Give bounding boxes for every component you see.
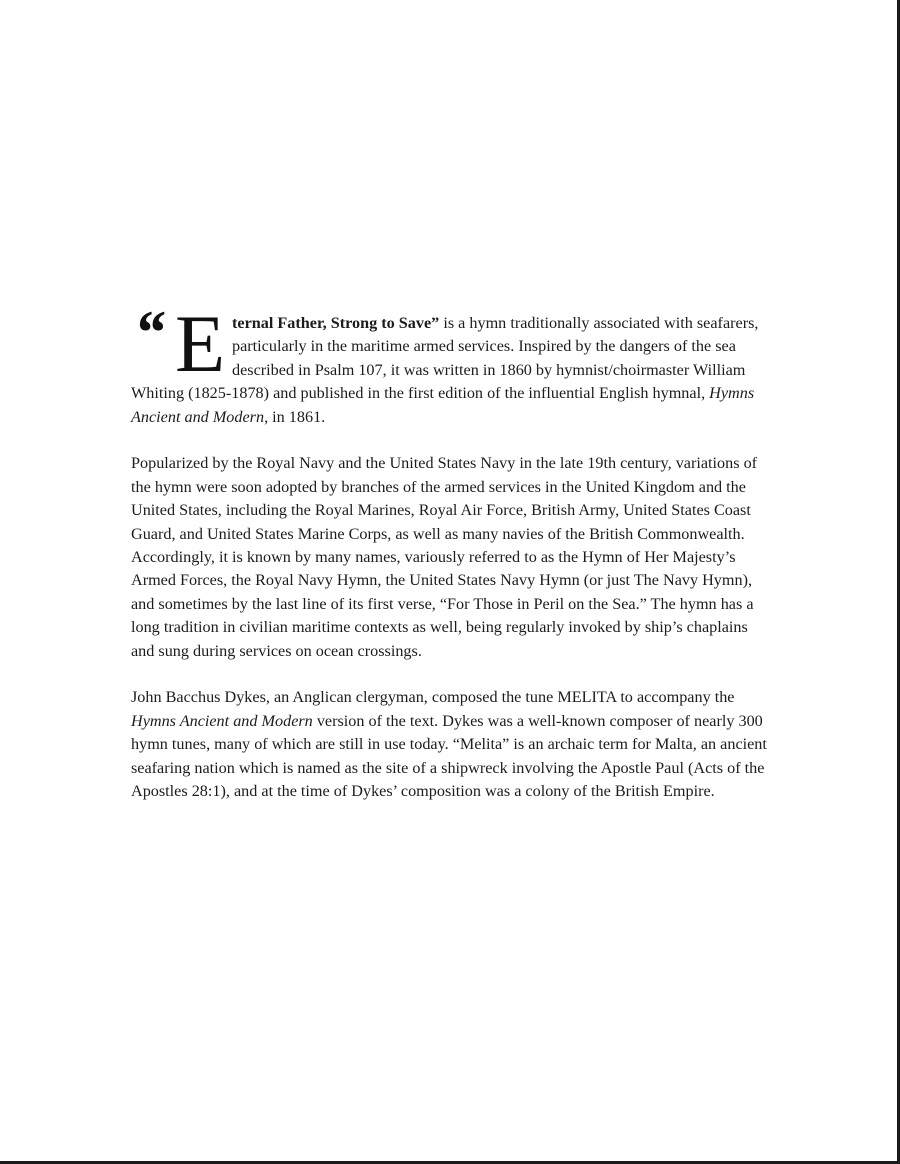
hymn-title-bold: ternal Father, Strong to Save” (232, 314, 440, 332)
drop-cap-block (131, 298, 226, 389)
paragraph-intro-text-a: is a hymn traditionally associated with seafarers, particularly in the maritime armed services. Inspired by the dangers of the sea described in Psalm 107, it was written in 1860 by hymnist/choirmaster William Whiting (1825-1878) and published in the first edition of the influential English hymnal, (131, 314, 759, 403)
open-quote-mark: “ (134, 299, 165, 367)
paragraph-tune (131, 686, 771, 803)
paragraph-intro (131, 298, 771, 429)
paragraph-history: Popularized by the Royal Navy and the United States Navy in the late 19th century, variations of the hymn were soon adopted by branches of the armed services in the United Kingdom and the United States, including the Royal Marines, Royal Air Force, British Army, United States Coast Guard, and United States Marine Corps, as well as many navies of the British Commonwealth. Accordingly, it is known by many names, variously referred to as the Hymn of Her Majesty’s Armed Forces, the Royal Navy Hymn, the United States Navy Hymn (or just The Navy Hymn), and sometimes by the last line of its first verse, “For Those in Peril on the Sea.” The hymn has a long tradition in civilian maritime contexts as well, being regularly invoked by ship’s chaplains and sung during services on ocean crossings. (131, 454, 758, 660)
hymnal-title-italic-2: Hymns Ancient and Modern (131, 711, 313, 730)
paragraph-tune-text-b: version of the text. Dykes was a well-known composer of nearly 300 hymn tunes, many of which are still in use today. “Melita” is an archaic term for Malta, an ancient seafaring nation which is named as the site of a shipwreck involving the Apostle Paul (Acts of the Apostles 28:1), and at the time of Dykes’ composition was a colony of the British Empire. (131, 711, 767, 801)
document-body (131, 298, 771, 827)
paragraph-tune-text-a: John Bacchus Dykes, an Anglican clergyman, composed the tune MELITA to accompany the (131, 688, 735, 707)
hymnal-title-italic: Hymns Ancient and Modern (131, 384, 755, 426)
paragraph-intro-text-b: , in 1861. (264, 407, 326, 426)
drop-cap-letter: E (175, 298, 226, 389)
